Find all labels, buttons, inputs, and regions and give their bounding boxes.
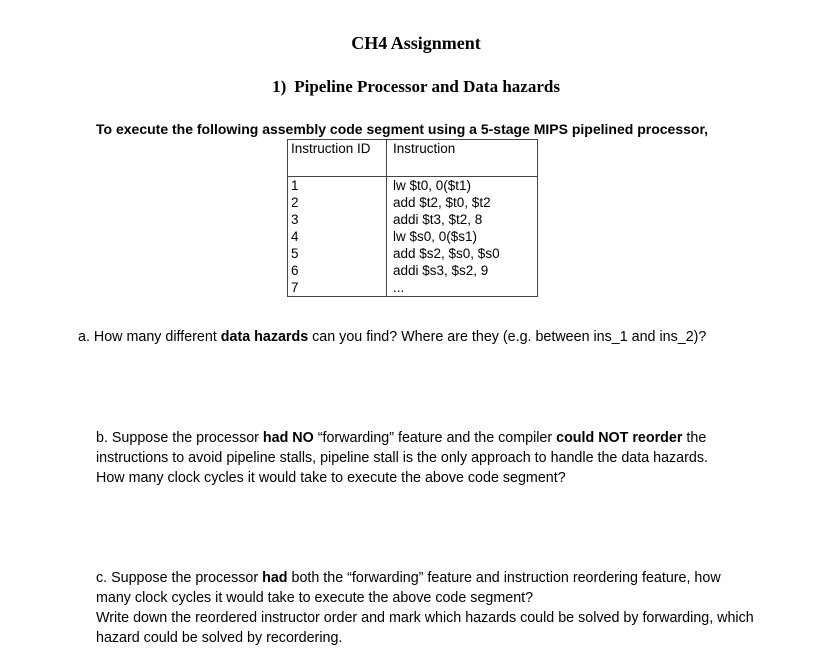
- question-a: [78, 327, 738, 347]
- intro-text: To execute the following assembly code segment using a 5-stage MIPS pipelined processor,: [96, 121, 709, 137]
- table-row: [288, 245, 538, 262]
- question-c: [96, 568, 756, 648]
- row-id: 5: [288, 245, 387, 262]
- row-instruction: lw $t0, 0($t1): [387, 177, 538, 195]
- row-id: 6: [288, 262, 387, 279]
- instruction-table: [287, 139, 538, 297]
- question-c-text: both the “forwarding” feature and instruction reordering feature, how many clock cycles it would take to execute the above code segment?: [96, 570, 721, 606]
- question-b-bold: could NOT reorder: [556, 430, 683, 446]
- question-b-text: “forwarding” feature and the compiler: [313, 430, 557, 446]
- row-id: 1: [288, 177, 387, 195]
- table-row: [288, 194, 538, 211]
- row-instruction: add $t2, $t0, $t2: [387, 194, 538, 211]
- row-id: 4: [288, 228, 387, 245]
- table-header-id: Instruction ID: [288, 140, 387, 177]
- table-row: [288, 211, 538, 228]
- row-instruction: addi $t3, $t2, 8: [387, 211, 538, 228]
- question-b-bold: had NO: [262, 430, 314, 446]
- table-header-row: [288, 140, 538, 177]
- question-a-text: can you find? Where are they (e.g. between ins_1 and ins_2)?: [308, 329, 707, 345]
- table-row: [288, 262, 538, 279]
- table-header-instruction: Instruction: [387, 140, 538, 177]
- row-instruction: add $s2, $s0, $s0: [387, 245, 538, 262]
- row-instruction: lw $s0, 0($s1): [387, 228, 538, 245]
- section-number: 1): [272, 77, 287, 96]
- question-b-text: b. Suppose the processor: [96, 430, 263, 446]
- row-id: 3: [288, 211, 387, 228]
- question-a-text: a. How many different: [78, 329, 221, 345]
- row-instruction: addi $s3, $s2, 9: [387, 262, 538, 279]
- document-title: CH4 Assignment: [351, 33, 481, 53]
- section-heading: [0, 77, 832, 97]
- row-id: 2: [288, 194, 387, 211]
- row-id: 7: [288, 279, 387, 297]
- table-row: [288, 177, 538, 195]
- question-b: [96, 428, 736, 488]
- question-a-bold: data hazards: [220, 329, 309, 345]
- table-row: [288, 228, 538, 245]
- table-row: [288, 279, 538, 297]
- question-c-line2: Write down the reordered instructor order and mark which hazards could be solved by forwarding, which hazard could be solved by recordering.: [96, 610, 754, 646]
- question-c-text: c. Suppose the processor: [96, 570, 263, 586]
- row-instruction: ...: [387, 279, 538, 297]
- question-c-bold: had: [262, 570, 288, 586]
- question-b-text: the instructions to avoid pipeline stalls, pipeline stall is the only approach to handle the data hazards. How many clock cycles it would take to execute the above code segment?: [96, 430, 708, 486]
- section-title: Pipeline Processor and Data hazards: [294, 77, 560, 96]
